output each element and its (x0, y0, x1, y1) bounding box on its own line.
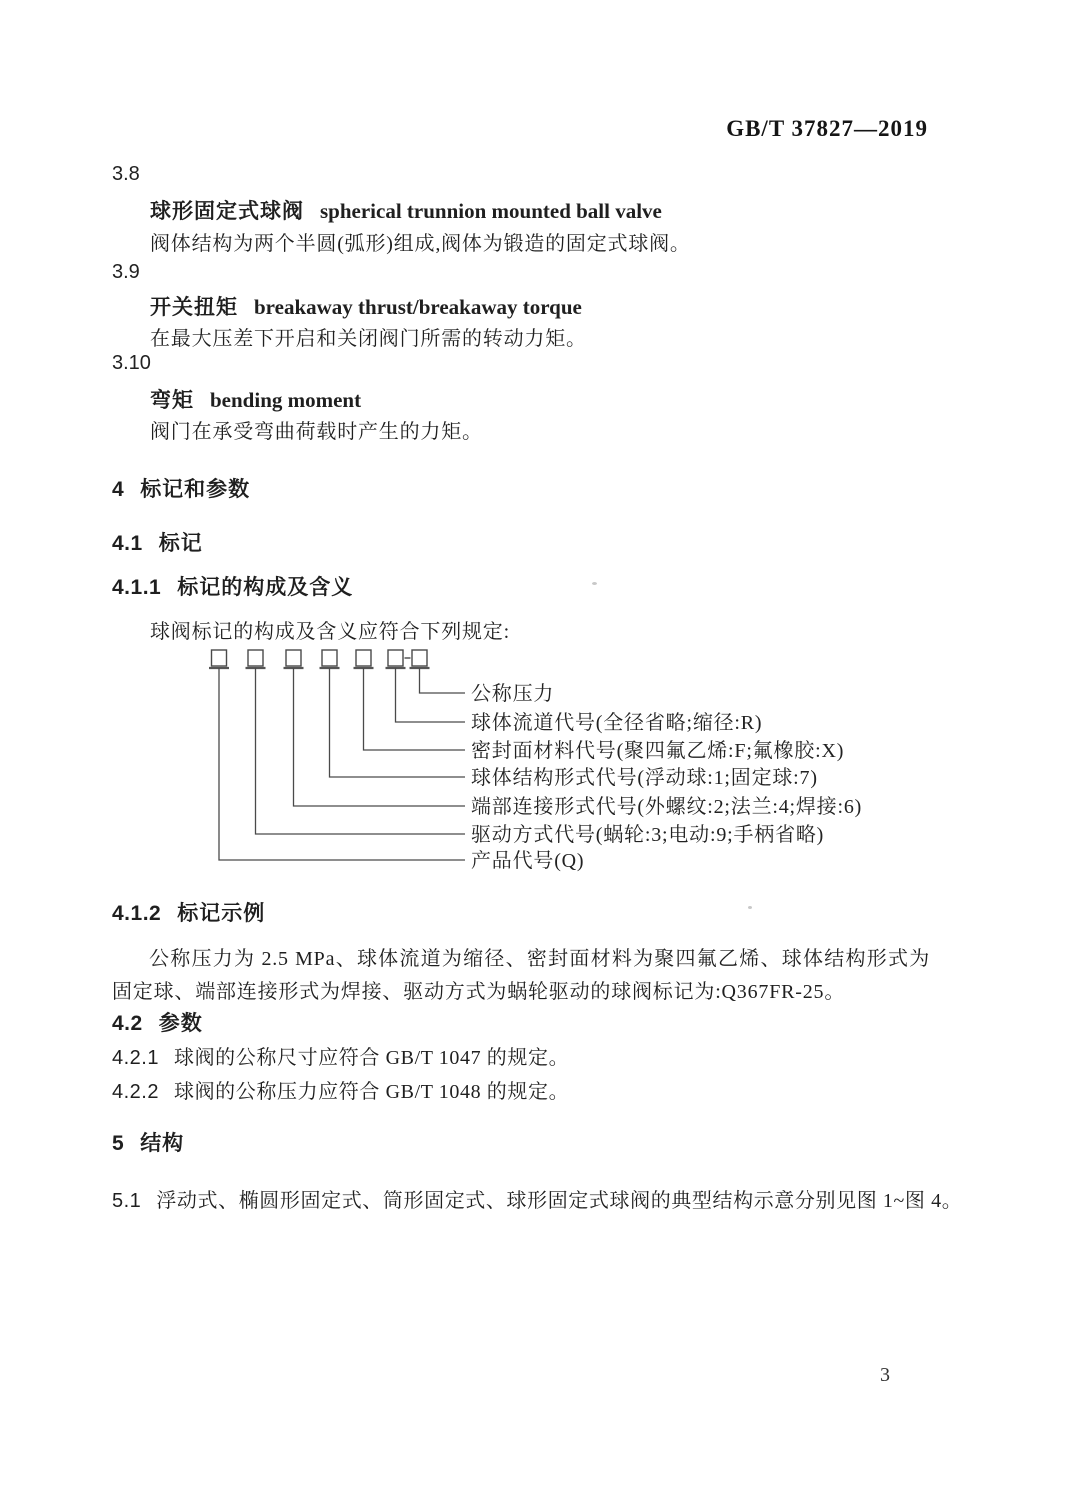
designation-box-4 (322, 650, 337, 666)
section-4-1-2-heading (112, 897, 265, 927)
designation-box-3 (286, 650, 301, 666)
section-number: 5 (112, 1132, 125, 1155)
section-number: 4.1.2 (112, 902, 162, 925)
section-title: 结构 (140, 1132, 185, 1155)
marking-designation-diagram (95, 640, 935, 880)
term-zh: 球形固定式球阀 (150, 200, 304, 223)
designation-box-6 (388, 650, 403, 666)
designation-box-7 (412, 650, 427, 666)
term-3-10-title (150, 384, 361, 414)
label-actuation-code: 驱动方式代号(蜗轮:3;电动:9;手柄省略) (471, 824, 825, 846)
label-ball-structure-code: 球体结构形式代号(浮动球:1;固定球:7) (471, 767, 818, 789)
clause-text: 球阀的公称压力应符合 GB/T 1048 的规定。 (173, 1081, 570, 1103)
section-title: 参数 (158, 1012, 203, 1035)
marking-intro: 球阀标记的构成及含义应符合下列规定: (150, 621, 510, 643)
designation-boxes (212, 650, 428, 666)
term-3-9-definition: 在最大压差下开启和关闭阀门所需的转动力矩。 (150, 328, 587, 350)
designation-labels (471, 682, 862, 872)
term-3-9-number: 3.9 (112, 261, 140, 283)
label-bore-code: 球体流道代号(全径省略;缩径:R) (471, 712, 763, 734)
clause-5-1 (112, 1184, 962, 1213)
designation-box-5 (356, 650, 371, 666)
leader-bore-code (396, 668, 466, 722)
term-3-8-title (150, 195, 662, 225)
term-3-10-number: 3.10 (112, 352, 151, 374)
section-4-heading (112, 473, 250, 503)
term-3-8-number: 3.8 (112, 163, 140, 185)
section-number: 4.1.1 (112, 576, 162, 599)
section-title: 标记示例 (177, 902, 266, 925)
clause-4-2-2 (112, 1075, 569, 1104)
scan-speck (748, 906, 752, 909)
standard-number: GB/T 37827—2019 (726, 116, 928, 141)
clause-text: 球阀的公称尺寸应符合 GB/T 1047 的规定。 (173, 1047, 570, 1069)
section-4-1-heading (112, 527, 203, 557)
section-number: 4.1 (112, 532, 143, 555)
section-title: 标记的构成及含义 (177, 576, 354, 599)
term-en: breakaway thrust/breakaway torque (254, 295, 582, 319)
clause-4-2-1 (112, 1041, 569, 1070)
term-en: spherical trunnion mounted ball valve (320, 199, 662, 223)
page-number: 3 (880, 1364, 890, 1386)
section-number: 4 (112, 478, 125, 501)
term-3-10-definition: 阀门在承受弯曲荷载时产生的力矩。 (150, 421, 483, 443)
designation-box-1 (212, 650, 227, 666)
term-3-8-definition: 阀体结构为两个半圆(弧形)组成,阀体为锻造的固定式球阀。 (150, 233, 691, 255)
clause-text: 浮动式、椭圆形固定式、筒形固定式、球形固定式球阀的典型结构示意分别见图 1~图 4。 (156, 1190, 963, 1212)
leader-lines (219, 668, 465, 860)
section-5-heading (112, 1127, 184, 1157)
label-seat-material-code: 密封面材料代号(聚四氟乙烯:F;氟橡胶:X) (471, 740, 845, 762)
section-title: 标记和参数 (140, 478, 251, 501)
leader-nominal-pressure (420, 668, 466, 693)
leader-seat-material-code (364, 668, 466, 750)
term-3-9-title (150, 291, 582, 321)
label-end-connection-code: 端部连接形式代号(外螺纹:2;法兰:4;焊接:6) (471, 796, 863, 818)
leader-end-connection-code (294, 668, 466, 806)
marking-example-paragraph: 公称压力为 2.5 MPa、球体流道为缩径、密封面材料为聚四氟乙烯、球体结构形式为固定球、端部连接形式为焊接、驱动方式为蜗轮驱动的球阀标记为:Q367FR-25。 (112, 948, 930, 1003)
label-nominal-pressure: 公称压力 (471, 683, 555, 705)
clause-number: 4.2.1 (112, 1047, 159, 1069)
scan-speck (592, 582, 597, 585)
section-number: 4.2 (112, 1012, 143, 1035)
clause-number: 5.1 (112, 1190, 142, 1212)
clause-number: 4.2.2 (112, 1081, 159, 1103)
label-product-code: 产品代号(Q) (471, 850, 585, 872)
designation-box-2 (248, 650, 263, 666)
term-zh: 开关扭矩 (150, 296, 238, 319)
term-zh: 弯矩 (150, 389, 194, 412)
section-title: 标记 (158, 532, 203, 555)
section-4-1-1-heading (112, 571, 353, 601)
section-4-2-heading (112, 1007, 203, 1037)
term-en: bending moment (210, 388, 362, 412)
